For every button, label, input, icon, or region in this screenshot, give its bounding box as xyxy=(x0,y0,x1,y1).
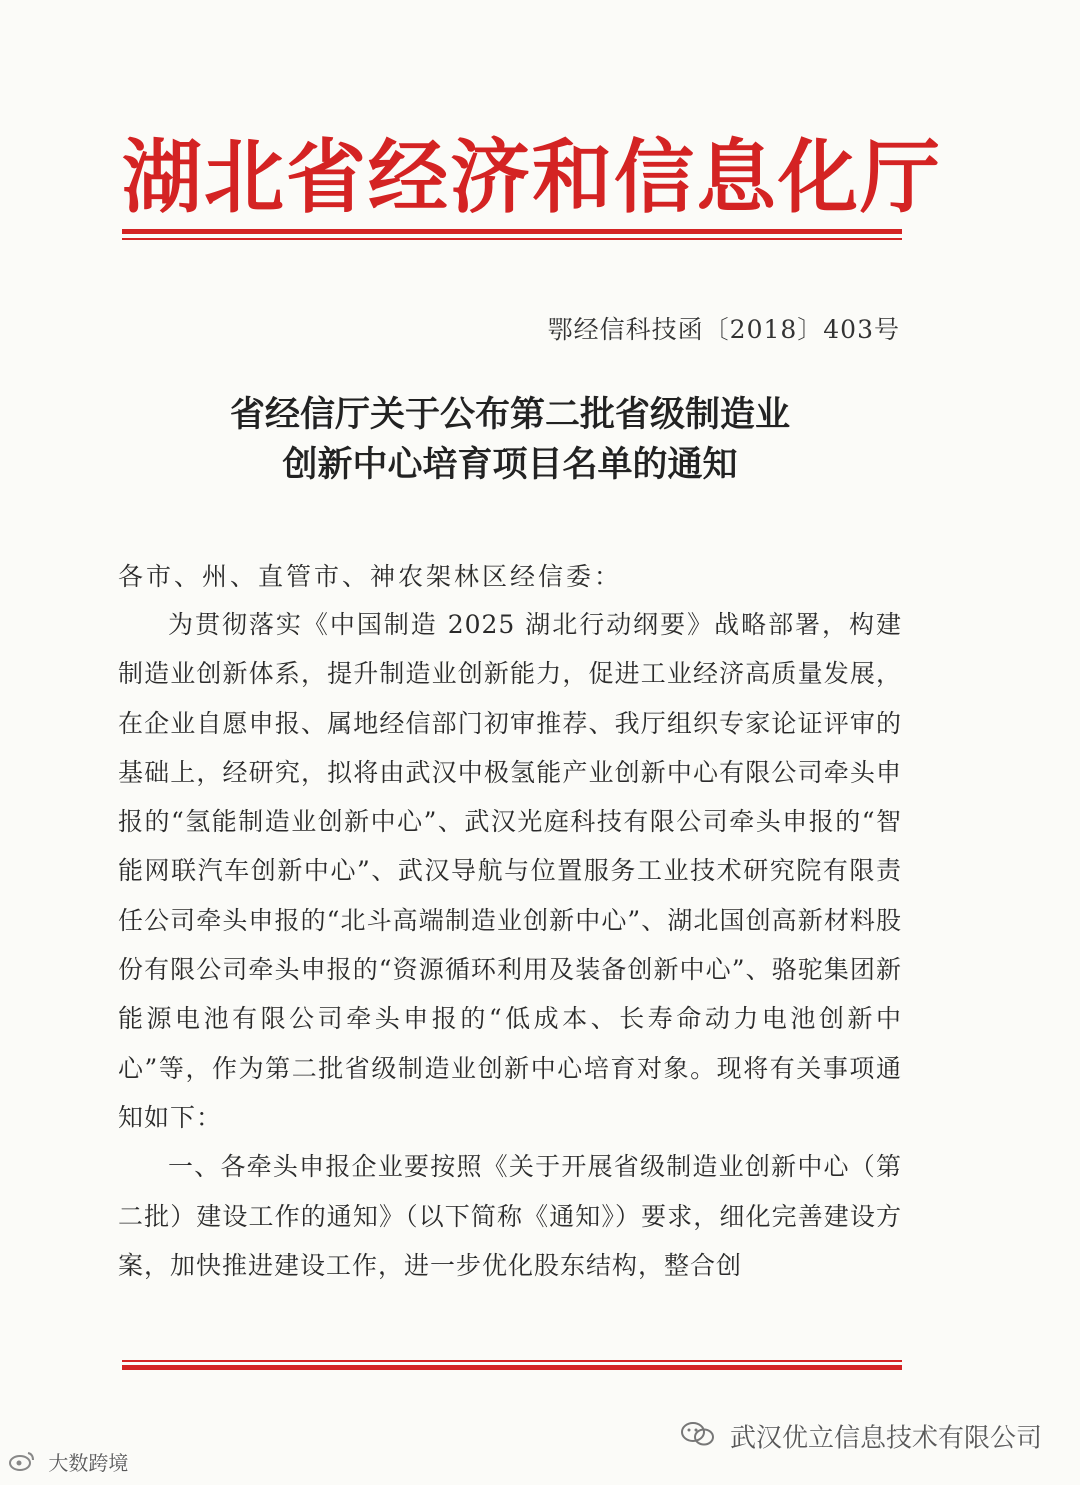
weibo-icon xyxy=(8,1450,36,1480)
document-body xyxy=(118,600,902,1290)
document-title xyxy=(120,390,900,490)
footer-rule-thick xyxy=(122,1365,902,1370)
company-watermark xyxy=(680,1420,1042,1458)
wechat-icon xyxy=(680,1420,716,1458)
source-watermark xyxy=(8,1448,128,1480)
header-rule-thick xyxy=(122,229,902,234)
org-header-title: 湖北省经济和信息化厅 xyxy=(122,131,942,224)
document-number: 鄂经信科技函〔2018〕403号 xyxy=(547,315,900,344)
footer-rule-thin xyxy=(122,1360,902,1362)
header-rule-thin xyxy=(122,238,902,240)
document-title-line-1: 省经信厅关于公布第二批省级制造业 xyxy=(229,395,790,435)
document-title-line-2: 创新中心培育项目名单的通知 xyxy=(282,445,738,485)
addressee: 各市、州、直管市、神农架林区经信委： xyxy=(118,562,623,591)
source-watermark-text: 大数跨境 xyxy=(48,1451,129,1475)
body-paragraph-1: 为贯彻落实《中国制造 2025 湖北行动纲要》战略部署，构建制造业创新体系，提升制造业创新能力，促进工业经济高质量发展，在企业自愿申报、属地经信部门初审推荐、我厅组织专家论证评审的基础上，经研究，拟将由武汉中极氢能产业创新中心有限公司牵头申报的“氢能制造业创新中心”、武汉光庭科技有限公司牵头申报的“智能网联汽车创新中心”、武汉导航与位置服务工业技术研究院有限责任公司牵头申报的“北斗高端制造业创新中心”、湖北国创高新材料股份有限公司牵头申报的“资源循环利用及装备创新中心”、骆驼集团新能源电池有限公司牵头申报的“低成本、长寿命动力电池创新中心”等，作为第二批省级制造业创新中心培育对象。现将有关事项通知如下： xyxy=(118,610,902,1132)
body-paragraph-2: 一、各牵头申报企业要按照《关于开展省级制造业创新中心（第二批）建设工作的通知》（以下简称《通知》）要求，细化完善建设方案，加快推进建设工作，进一步优化股东结构，整合创 xyxy=(118,1152,902,1280)
company-watermark-text: 武汉优立信息技术有限公司 xyxy=(729,1423,1042,1454)
